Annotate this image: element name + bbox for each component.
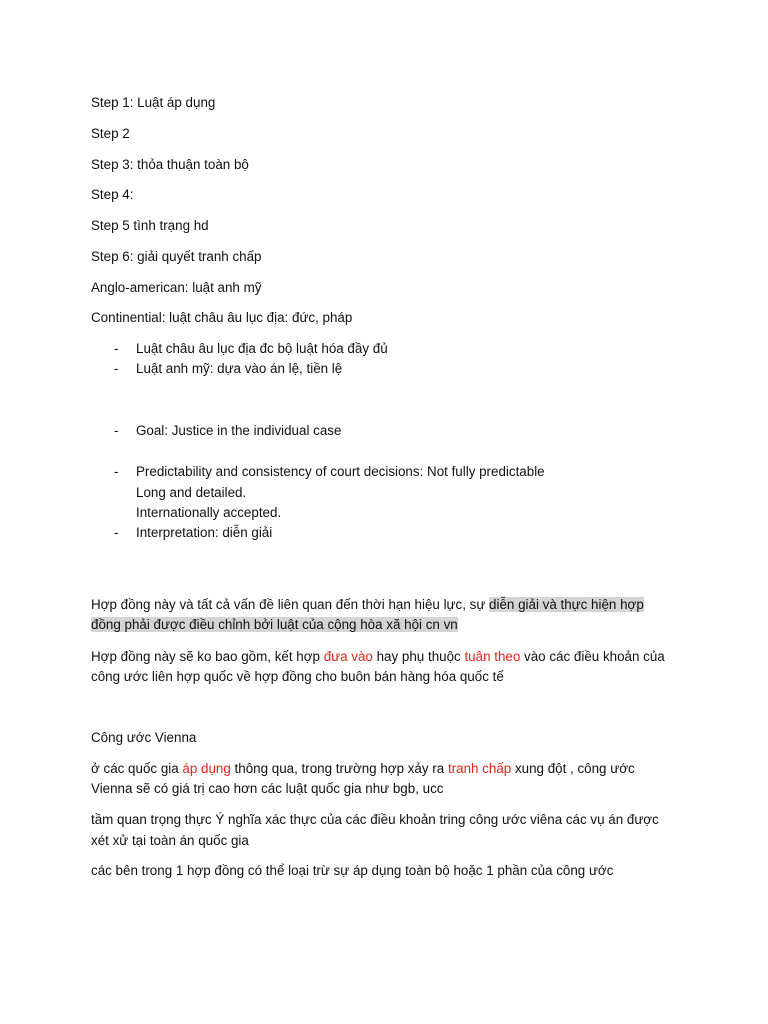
predictability-item: Predictability and consistency of court decisions: Not fully predictable xyxy=(136,464,545,479)
bullet-marker: - xyxy=(114,423,119,438)
paragraph-3-line-1 xyxy=(91,759,635,779)
highlighted-text: đồng phải được điều chỉnh bởi luật của cộng hòa xã hội cn vn xyxy=(91,617,458,632)
paragraph-3-text: ở các quốc gia xyxy=(91,761,183,776)
goal-item: Goal: Justice in the individual case xyxy=(136,423,342,438)
step-1: Step 1: Luật áp dụng xyxy=(91,95,216,110)
paragraph-2-text: vào các điều khoản của xyxy=(520,649,665,664)
paragraph-3-line-2: Vienna sẽ có giá trị cao hơn các luật quốc gia như bgb, ucc xyxy=(91,781,444,796)
paragraph-2-text: hay phụ thuộc xyxy=(372,649,465,664)
bullet-item: Luật châu âu lục địa đc bộ luật hóa đầy đủ xyxy=(136,341,388,356)
red-text: đưa vào xyxy=(323,649,373,664)
bullet-marker: - xyxy=(114,361,119,376)
paragraph-2-line-1 xyxy=(91,647,665,667)
red-text: tranh chấp xyxy=(447,761,512,776)
paragraph-2-line-2: công ước liên hợp quốc về hợp đồng cho buôn bán hàng hóa quốc tế xyxy=(91,669,504,684)
highlighted-text: diễn giải và thực hiện hợp xyxy=(489,597,644,612)
step-2: Step 2 xyxy=(91,126,130,141)
paragraph-1-line-2 xyxy=(91,615,458,635)
paragraph-3-text: thông qua, trong trường hợp xảy ra xyxy=(230,761,448,776)
anglo-american-line: Anglo-american: luật anh mỹ xyxy=(91,280,262,295)
paragraph-3-text: xung đột , công ước xyxy=(511,761,635,776)
step-3: Step 3: thỏa thuận toàn bộ xyxy=(91,157,249,172)
bullet-item: Luật anh mỹ: dựa vào án lệ, tiền lệ xyxy=(136,361,343,376)
paragraph-4-line-1: tầm quan trọng thực Ý nghĩa xác thực của các điều khoản tring công ước viêna các vụ án được xyxy=(91,812,659,827)
continental-line: Continential: luật châu âu lục địa: đức, pháp xyxy=(91,310,353,325)
step-6: Step 6: giải quyết tranh chấp xyxy=(91,249,262,264)
vienna-heading: Công ước Vienna xyxy=(91,730,197,745)
predictability-line-3: Internationally accepted. xyxy=(136,505,282,520)
red-text: tuân theo xyxy=(464,649,521,664)
paragraph-5: các bên trong 1 hợp đồng có thể loại trừ sự áp dụng toàn bộ hoặc 1 phần của công ước xyxy=(91,863,614,878)
bullet-marker: - xyxy=(114,464,119,479)
paragraph-1-text: Hợp đồng này và tất cả vấn đề liên quan đến thời hạn hiệu lực, sự xyxy=(91,597,490,612)
bullet-marker: - xyxy=(114,525,119,540)
interpretation-item: Interpretation: diễn giải xyxy=(136,525,273,540)
red-text: áp dụng xyxy=(182,761,231,776)
paragraph-2-text: Hợp đồng này sẽ ko bao gồm, kết hợp xyxy=(91,649,324,664)
paragraph-1-line-1 xyxy=(91,595,644,615)
paragraph-4-line-2: xét xử tại toàn án quốc gia xyxy=(91,833,249,848)
step-5: Step 5 tình trạng hd xyxy=(91,218,209,233)
bullet-marker: - xyxy=(114,341,119,356)
step-4: Step 4: xyxy=(91,187,134,202)
predictability-line-2: Long and detailed. xyxy=(136,485,247,500)
